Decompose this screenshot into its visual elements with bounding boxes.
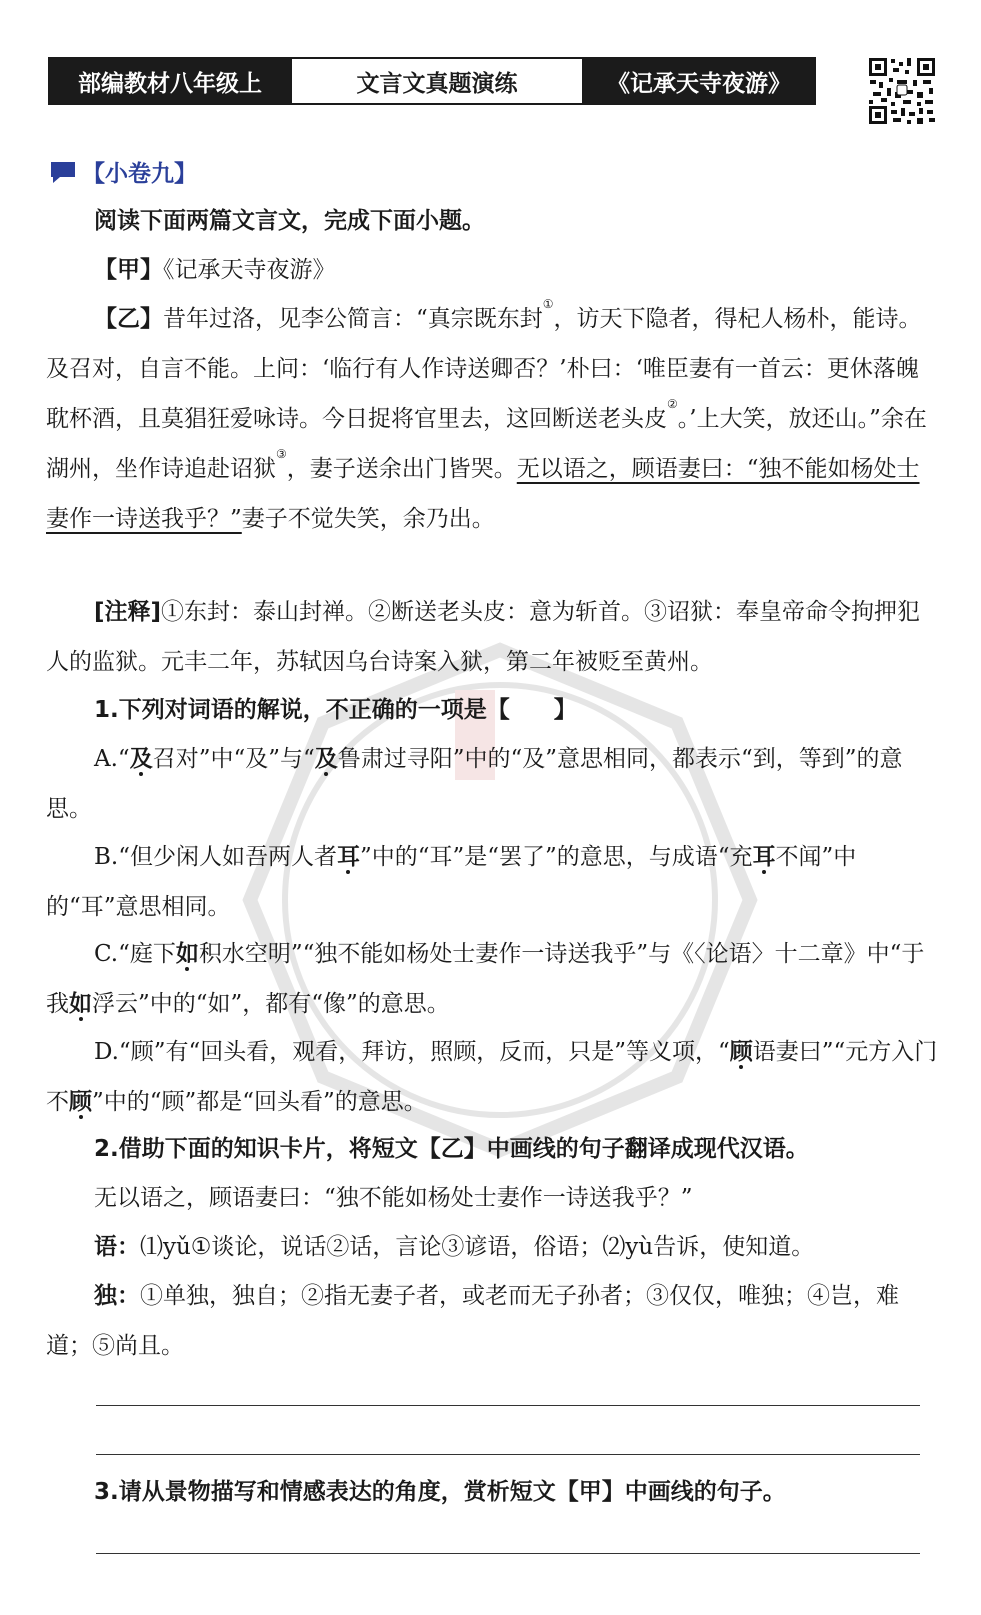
question-2-stem: 2.借助下面的知识卡片，将短文【乙】中画线的句子翻译成现代汉语。 — [94, 1136, 809, 1162]
question-1-stem-close: 】 — [553, 697, 577, 723]
passage-jia — [94, 245, 981, 295]
section-title-text: 【小卷九】 — [82, 161, 197, 187]
annotations — [46, 587, 940, 687]
annotations-label: [注释] — [94, 599, 162, 625]
option-b-keyword-2: 耳 — [752, 843, 776, 870]
passage-yi-text-1: 昔年过洛，见李公简言：“真宗既东封 — [163, 306, 543, 332]
option-a-keyword-1: 及 — [129, 745, 153, 772]
passage-yi-text-5: 妻子不觉失笑，余乃出。 — [241, 506, 495, 532]
knowledge-card-yu — [94, 1222, 981, 1272]
passage-jia-title: 《记承天寺夜游》 — [163, 257, 336, 283]
option-c-text-1: C.“庭下 — [94, 941, 176, 967]
answer-line-2[interactable] — [96, 1454, 920, 1455]
option-a-text-1: A.“ — [94, 746, 130, 772]
footnote-marker-2: ② — [667, 397, 678, 411]
passage-yi-label: 【乙】 — [94, 306, 163, 332]
option-d-text-2: 语妻曰”“元方入门不 — [46, 1039, 938, 1115]
header-lesson: 《记承天寺夜游》 — [584, 59, 814, 103]
knowledge-card-du — [46, 1271, 940, 1371]
option-a-text-3: 鲁肃过寻阳”中的“及”意思相同，都表示“到，等到”的意思。 — [46, 746, 903, 822]
answer-line-3[interactable] — [96, 1553, 920, 1554]
qr-code-icon — [867, 56, 937, 126]
option-b — [46, 832, 940, 932]
option-d-keyword-1: 顾 — [729, 1038, 753, 1065]
option-c-keyword-1: 如 — [175, 940, 199, 967]
option-b-keyword-1: 耳 — [336, 843, 360, 870]
option-a-keyword-2: 及 — [314, 745, 338, 772]
knowledge-card-yu-text: ⑴yǔ①谈论，说话②话，言论③谚语，俗语；⑵yù告诉，使知道。 — [140, 1234, 815, 1260]
passage-jia-label: 【甲】 — [94, 257, 163, 283]
passage-yi — [46, 294, 940, 544]
reading-instruction: 阅读下面两篇文言文，完成下面小题。 — [94, 208, 485, 234]
knowledge-card-du-text: ①单独，独自；②指无妻子者，或老而无子孙者；③仅仅，唯独；④岂，难道；⑤尚且。 — [46, 1283, 899, 1359]
option-a — [46, 734, 940, 834]
section-title — [48, 155, 197, 188]
header-grade: 部编教材八年级上 — [50, 59, 290, 103]
answer-line-1[interactable] — [96, 1405, 920, 1406]
option-d-text-1: D.“顾”有“回头看，观看，拜访，照顾，反而，只是”等义项，“ — [94, 1039, 730, 1065]
page-header — [48, 57, 816, 105]
underlined-sentence: 无以语之，顾语妻曰：“独不能如杨处士妻作一诗送我乎？” — [46, 456, 920, 532]
question-3-stem: 3.请从景物描写和情感表达的角度，赏析短文【甲】中画线的句子。 — [94, 1479, 786, 1505]
footnote-marker-1: ① — [542, 297, 554, 311]
question-1-stem-text: 1.下列对词语的解说，不正确的一项是【 — [94, 697, 510, 723]
option-c-text-3: 浮云”中的“如”，都有“像”的意思。 — [92, 991, 450, 1017]
option-c-keyword-2: 如 — [69, 990, 92, 1017]
option-b-text-1: B.“但少闲人如吾两人者 — [94, 844, 337, 870]
speech-bubble-icon — [48, 159, 78, 185]
passage-yi-text-3: 。’上大笑，放还山。”余在湖州，坐作诗追赴诏狱 — [46, 406, 927, 482]
option-c — [46, 929, 940, 1029]
option-b-text-3: 不闻”中的“耳”意思相同。 — [46, 844, 857, 920]
knowledge-card-du-label: 独： — [94, 1283, 140, 1309]
knowledge-card-yu-label: 语： — [94, 1234, 140, 1260]
option-d — [46, 1027, 940, 1127]
option-b-text-2: ”中的“耳”是“罢了”的意思，与成语“充 — [359, 844, 753, 870]
option-a-text-2: 召对”中“及”与“ — [152, 746, 315, 772]
footnote-marker-3: ③ — [276, 447, 287, 461]
passage-yi-text-2: ，访天下隐者，得杞人杨朴，能诗。及召对，自言不能。上问：‘临行有人作诗送卿否？’朴曰：‘唯臣妻有一首云：更休落魄耽杯酒，且莫猖狂爱咏诗。今日捉将官里去，这回断送老头皮 — [46, 306, 922, 432]
question-1-stem — [94, 685, 981, 735]
passage-yi-text-4: ，妻子送余出门皆哭。 — [286, 456, 517, 482]
annotations-text: ①东封：泰山封禅。②断送老头皮：意为斩首。③诏狱：奉皇帝命令拘押犯人的监狱。元丰二年，苏轼因乌台诗案入狱，第二年被贬至黄州。 — [46, 599, 921, 675]
option-d-keyword-2: 顾 — [69, 1088, 92, 1115]
option-d-text-3: ”中的“顾”都是“回头看”的意思。 — [92, 1089, 427, 1115]
header-topic: 文言文真题演练 — [290, 59, 584, 103]
option-c-text-2: 积水空明”“独不能如杨处士妻作一诗送我乎”与《〈论语〉十二章》中“于我 — [46, 941, 925, 1017]
question-2-sentence: 无以语之，顾语妻曰：“独不能如杨处士妻作一诗送我乎？” — [94, 1185, 693, 1211]
